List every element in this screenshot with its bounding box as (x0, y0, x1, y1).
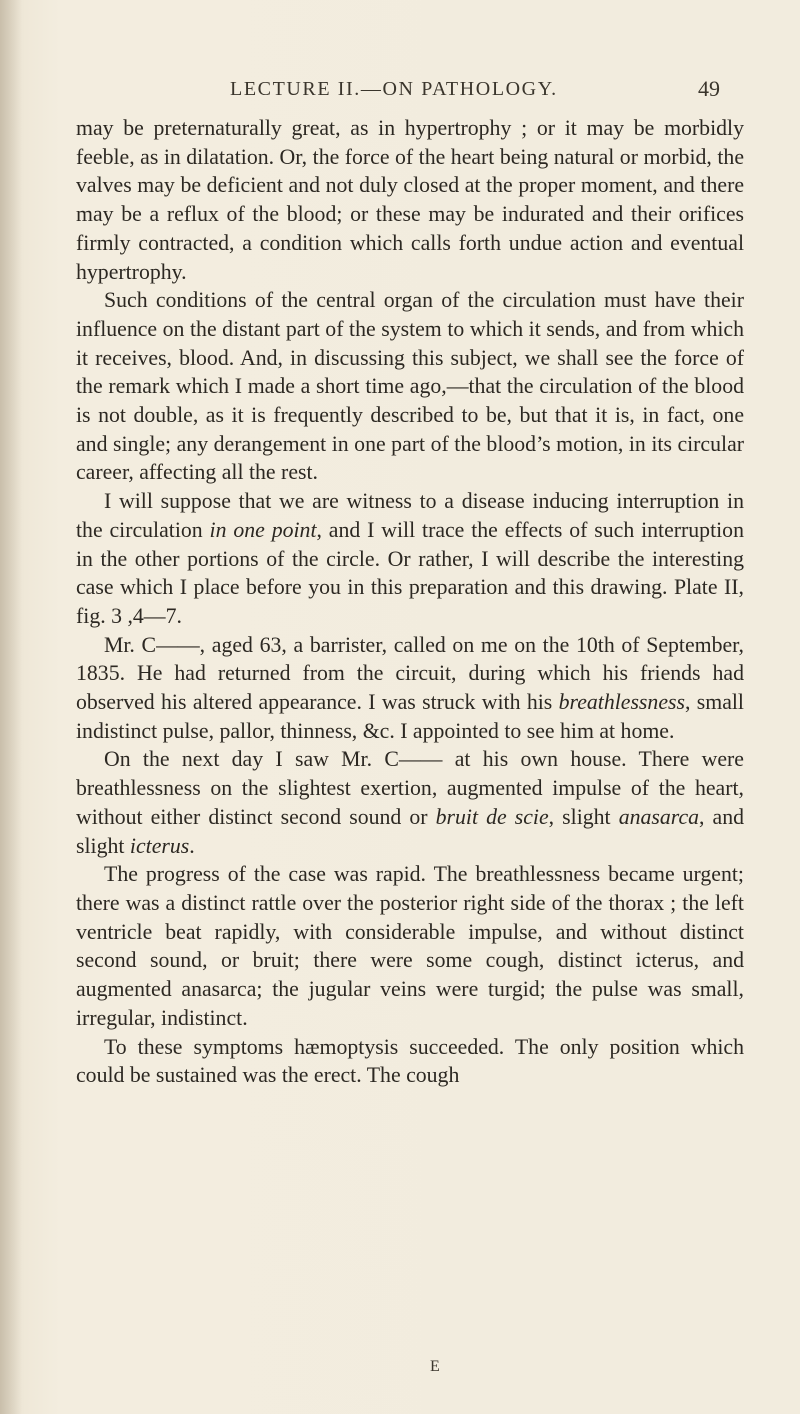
text-run: Mr. C——, aged 63, a barrister, called on me on the 10th of September, 1835. He had returned from the circuit, during which his friends had observed his altered appearance. I was struck with his (76, 632, 744, 715)
text-run: I will suppose that we are witness to a disease inducing interruption in the circulation (76, 489, 744, 542)
paragraph (76, 286, 744, 487)
paragraph (76, 745, 744, 860)
text-run: The progress of the case was rapid. The breathlessness became urgent; there was a distinct rattle over the posterior right side of the thorax ; the left ventricle beat rapidly, with considerable impulse, and without distinct second sound, or bruit; there were some cough, distinct icterus, and augmented anasarca; the jugular veins were turgid; the pulse was small, irregular, indistinct. (76, 862, 744, 1030)
page-gutter-shadow (0, 0, 22, 1414)
italic-text: anasarca (618, 804, 700, 829)
paragraph (76, 860, 744, 1032)
page-header (230, 78, 720, 108)
text-run: , and I will trace the effects of such interruption in the other portions of the circle. Or rather, I will describe the interesting case which I place before you in this preparation and this drawing. Plate II, fig. 3 ,4—7. (76, 517, 744, 628)
paragraph (76, 631, 744, 746)
italic-text: in one point (209, 517, 317, 542)
signature-mark: E (430, 1358, 440, 1375)
text-run: To these symptoms hæmoptysis succeeded. The only position which could be sustained was the erect. The cough (76, 1034, 744, 1088)
page-body (76, 114, 744, 1090)
running-head: LECTURE II.—ON PATHOLOGY. (230, 78, 558, 100)
page-number: 49 (698, 76, 720, 101)
text-run: , and slight (76, 804, 745, 858)
text-run: Such conditions of the central organ of the circulation must have their influence on the distant part of the system to which it sends, and from which it receives, blood. And, in discussing this subject, we shall see the force of the remark which I made a short time ago,—that the circulation of the blood is not double, as it is frequently described to be, but that it is, in fact, one and single; any derangement in one part of the blood’s motion, in its circular career, affecting all the rest. (76, 288, 744, 485)
italic-text: bruit de scie (435, 804, 549, 829)
italic-text: icterus (129, 833, 190, 858)
italic-text: breathlessness (558, 690, 685, 715)
text-run: , slight (548, 804, 619, 829)
text-run: On the next day I saw Mr. C—— at his own house. There were breathlessness on the slightest exertion, augmented impulse of the heart, without either distinct second sound or (76, 747, 744, 829)
paragraph (76, 1033, 744, 1090)
paragraph (76, 114, 744, 286)
text-run: may be preternaturally great, as in hypertrophy ; or it may be morbidly feeble, as in dilatation. Or, the force of the heart being natural or morbid, the valves may be deficient and not duly closed at the proper moment, and there may be a reflux of the blood; or these may be indurated and their orifices firmly contracted, a condition which calls forth undue action and eventual hypertrophy. (76, 116, 744, 284)
text-run: , small indistinct pulse, pallor, thinness, &c. I appointed to see him at home. (76, 690, 744, 743)
text-run: . (189, 833, 195, 858)
paragraph (76, 487, 744, 631)
